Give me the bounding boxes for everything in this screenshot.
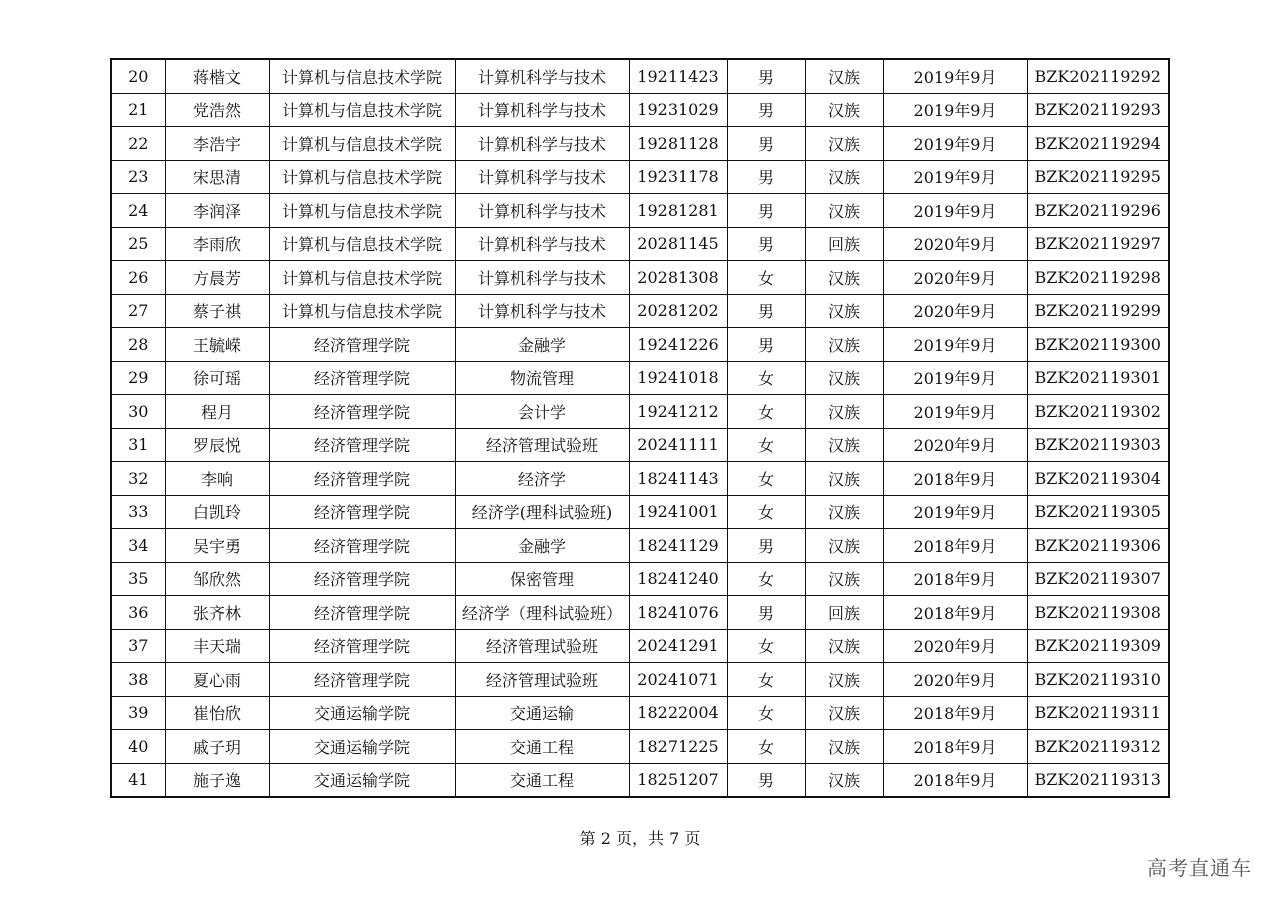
student-id-cell: 20241291 [629,629,727,663]
major-cell: 交通运输 [455,696,629,730]
student-id-cell: 18251207 [629,763,727,797]
student-id-cell: 19231029 [629,93,727,127]
certificate-cell: BZK202119293 [1027,93,1169,127]
certificate-cell: BZK202119298 [1027,261,1169,295]
ethnicity-cell: 回族 [805,596,883,630]
major-cell: 计算机科学与技术 [455,127,629,161]
name-cell: 党浩然 [165,93,269,127]
student-id-cell: 18241143 [629,462,727,496]
table-row [111,294,1169,328]
seq-cell: 24 [111,194,165,228]
seq-cell: 31 [111,428,165,462]
major-cell: 经济学(理科试验班) [455,495,629,529]
name-cell: 徐可瑶 [165,361,269,395]
college-cell: 交通运输学院 [269,763,455,797]
certificate-cell: BZK202119295 [1027,160,1169,194]
major-cell: 经济管理试验班 [455,428,629,462]
major-cell: 计算机科学与技术 [455,227,629,261]
college-cell: 计算机与信息技术学院 [269,93,455,127]
ethnicity-cell: 汉族 [805,93,883,127]
table-row [111,428,1169,462]
certificate-cell: BZK202119312 [1027,730,1169,764]
certificate-cell: BZK202119296 [1027,194,1169,228]
enrollment-cell: 2018年9月 [883,696,1027,730]
certificate-cell: BZK202119300 [1027,328,1169,362]
student-id-cell: 18271225 [629,730,727,764]
student-id-cell: 18241129 [629,529,727,563]
certificate-cell: BZK202119306 [1027,529,1169,563]
gender-cell: 男 [727,763,805,797]
enrollment-cell: 2019年9月 [883,395,1027,429]
name-cell: 吴宇勇 [165,529,269,563]
enrollment-cell: 2019年9月 [883,127,1027,161]
major-cell: 计算机科学与技术 [455,93,629,127]
certificate-cell: BZK202119305 [1027,495,1169,529]
name-cell: 李雨欣 [165,227,269,261]
table-row [111,562,1169,596]
college-cell: 计算机与信息技术学院 [269,59,455,93]
college-cell: 经济管理学院 [269,529,455,563]
ethnicity-cell: 汉族 [805,730,883,764]
gender-cell: 男 [727,227,805,261]
college-cell: 经济管理学院 [269,663,455,697]
seq-cell: 40 [111,730,165,764]
table-row [111,495,1169,529]
seq-cell: 39 [111,696,165,730]
name-cell: 邹欣然 [165,562,269,596]
table-row [111,261,1169,295]
gender-cell: 女 [727,629,805,663]
major-cell: 计算机科学与技术 [455,261,629,295]
enrollment-cell: 2020年9月 [883,629,1027,663]
student-id-cell: 20281145 [629,227,727,261]
college-cell: 经济管理学院 [269,596,455,630]
name-cell: 戚子玥 [165,730,269,764]
major-cell: 经济学 [455,462,629,496]
certificate-cell: BZK202119302 [1027,395,1169,429]
major-cell: 经济学（理科试验班） [455,596,629,630]
major-cell: 计算机科学与技术 [455,194,629,228]
enrollment-cell: 2018年9月 [883,730,1027,764]
college-cell: 计算机与信息技术学院 [269,227,455,261]
enrollment-cell: 2018年9月 [883,562,1027,596]
major-cell: 交通工程 [455,763,629,797]
student-id-cell: 18241240 [629,562,727,596]
ethnicity-cell: 汉族 [805,328,883,362]
certificate-cell: BZK202119311 [1027,696,1169,730]
major-cell: 金融学 [455,529,629,563]
table-row [111,529,1169,563]
table-row [111,395,1169,429]
ethnicity-cell: 汉族 [805,428,883,462]
enrollment-cell: 2018年9月 [883,763,1027,797]
ethnicity-cell: 汉族 [805,361,883,395]
college-cell: 经济管理学院 [269,361,455,395]
gender-cell: 男 [727,160,805,194]
seq-cell: 25 [111,227,165,261]
enrollment-cell: 2019年9月 [883,194,1027,228]
enrollment-cell: 2018年9月 [883,596,1027,630]
ethnicity-cell: 汉族 [805,160,883,194]
gender-cell: 女 [727,495,805,529]
major-cell: 物流管理 [455,361,629,395]
gender-cell: 男 [727,194,805,228]
student-id-cell: 19281128 [629,127,727,161]
ethnicity-cell: 汉族 [805,261,883,295]
student-id-cell: 19241018 [629,361,727,395]
student-id-cell: 20281308 [629,261,727,295]
gender-cell: 男 [727,529,805,563]
certificate-cell: BZK202119299 [1027,294,1169,328]
enrollment-cell: 2020年9月 [883,663,1027,697]
seq-cell: 38 [111,663,165,697]
gender-cell: 女 [727,261,805,295]
gender-cell: 女 [727,562,805,596]
enrollment-cell: 2020年9月 [883,428,1027,462]
table-row [111,596,1169,630]
table-row [111,93,1169,127]
college-cell: 计算机与信息技术学院 [269,160,455,194]
table-row [111,361,1169,395]
college-cell: 经济管理学院 [269,629,455,663]
name-cell: 罗辰悦 [165,428,269,462]
major-cell: 金融学 [455,328,629,362]
student-id-cell: 20241111 [629,428,727,462]
gender-cell: 男 [727,93,805,127]
certificate-cell: BZK202119307 [1027,562,1169,596]
table-row [111,160,1169,194]
college-cell: 计算机与信息技术学院 [269,127,455,161]
gender-cell: 男 [727,294,805,328]
certificate-cell: BZK202119310 [1027,663,1169,697]
table-row [111,194,1169,228]
name-cell: 丰天瑞 [165,629,269,663]
student-id-cell: 19211423 [629,59,727,93]
ethnicity-cell: 汉族 [805,294,883,328]
college-cell: 计算机与信息技术学院 [269,261,455,295]
ethnicity-cell: 汉族 [805,495,883,529]
page-number: 第 2 页，共 7 页 [579,829,701,848]
ethnicity-cell: 汉族 [805,562,883,596]
ethnicity-cell: 汉族 [805,763,883,797]
college-cell: 经济管理学院 [269,328,455,362]
name-cell: 白凯玲 [165,495,269,529]
seq-cell: 30 [111,395,165,429]
college-cell: 经济管理学院 [269,562,455,596]
major-cell: 会计学 [455,395,629,429]
ethnicity-cell: 汉族 [805,395,883,429]
college-cell: 计算机与信息技术学院 [269,294,455,328]
major-cell: 经济管理试验班 [455,663,629,697]
enrollment-cell: 2019年9月 [883,495,1027,529]
college-cell: 经济管理学院 [269,462,455,496]
seq-cell: 26 [111,261,165,295]
name-cell: 蒋楷文 [165,59,269,93]
table-body [111,59,1169,797]
ethnicity-cell: 汉族 [805,462,883,496]
seq-cell: 28 [111,328,165,362]
student-id-cell: 19241226 [629,328,727,362]
seq-cell: 33 [111,495,165,529]
certificate-cell: BZK202119292 [1027,59,1169,93]
seq-cell: 32 [111,462,165,496]
seq-cell: 35 [111,562,165,596]
gender-cell: 女 [727,696,805,730]
name-cell: 李润泽 [165,194,269,228]
name-cell: 王毓嵘 [165,328,269,362]
name-cell: 程月 [165,395,269,429]
table-row [111,127,1169,161]
enrollment-cell: 2019年9月 [883,328,1027,362]
student-id-cell: 19241212 [629,395,727,429]
seq-cell: 36 [111,596,165,630]
student-id-cell: 19231178 [629,160,727,194]
seq-cell: 29 [111,361,165,395]
seq-cell: 23 [111,160,165,194]
ethnicity-cell: 汉族 [805,696,883,730]
certificate-cell: BZK202119303 [1027,428,1169,462]
certificate-cell: BZK202119294 [1027,127,1169,161]
gender-cell: 男 [727,127,805,161]
seq-cell: 27 [111,294,165,328]
enrollment-cell: 2018年9月 [883,529,1027,563]
ethnicity-cell: 汉族 [805,59,883,93]
enrollment-cell: 2019年9月 [883,59,1027,93]
gender-cell: 男 [727,328,805,362]
college-cell: 经济管理学院 [269,395,455,429]
college-cell: 交通运输学院 [269,696,455,730]
certificate-cell: BZK202119309 [1027,629,1169,663]
student-id-cell: 19281281 [629,194,727,228]
gender-cell: 女 [727,730,805,764]
certificate-cell: BZK202119304 [1027,462,1169,496]
table-row [111,763,1169,797]
table-row [111,227,1169,261]
ethnicity-cell: 汉族 [805,194,883,228]
student-id-cell: 18241076 [629,596,727,630]
seq-cell: 37 [111,629,165,663]
enrollment-cell: 2020年9月 [883,227,1027,261]
ethnicity-cell: 汉族 [805,629,883,663]
major-cell: 计算机科学与技术 [455,160,629,194]
enrollment-cell: 2019年9月 [883,93,1027,127]
gender-cell: 女 [727,462,805,496]
certificate-cell: BZK202119297 [1027,227,1169,261]
watermark: 高考直通车 [1147,856,1252,880]
gender-cell: 女 [727,428,805,462]
name-cell: 施子逸 [165,763,269,797]
name-cell: 方晨芳 [165,261,269,295]
major-cell: 经济管理试验班 [455,629,629,663]
gender-cell: 男 [727,59,805,93]
student-id-cell: 20281202 [629,294,727,328]
student-id-cell: 20241071 [629,663,727,697]
enrollment-cell: 2018年9月 [883,462,1027,496]
college-cell: 经济管理学院 [269,428,455,462]
table-row [111,730,1169,764]
name-cell: 蔡子祺 [165,294,269,328]
major-cell: 保密管理 [455,562,629,596]
seq-cell: 20 [111,59,165,93]
ethnicity-cell: 回族 [805,227,883,261]
name-cell: 宋思清 [165,160,269,194]
enrollment-cell: 2020年9月 [883,261,1027,295]
table-row [111,629,1169,663]
certificate-cell: BZK202119308 [1027,596,1169,630]
ethnicity-cell: 汉族 [805,663,883,697]
gender-cell: 女 [727,395,805,429]
seq-cell: 21 [111,93,165,127]
seq-cell: 34 [111,529,165,563]
name-cell: 李响 [165,462,269,496]
student-id-cell: 18222004 [629,696,727,730]
college-cell: 交通运输学院 [269,730,455,764]
table-row [111,59,1169,93]
enrollment-cell: 2019年9月 [883,160,1027,194]
enrollment-cell: 2020年9月 [883,294,1027,328]
certificate-cell: BZK202119301 [1027,361,1169,395]
major-cell: 计算机科学与技术 [455,59,629,93]
name-cell: 夏心雨 [165,663,269,697]
seq-cell: 22 [111,127,165,161]
name-cell: 张齐林 [165,596,269,630]
table-row [111,462,1169,496]
college-cell: 经济管理学院 [269,495,455,529]
table-row [111,663,1169,697]
enrollment-cell: 2019年9月 [883,361,1027,395]
certificate-cell: BZK202119313 [1027,763,1169,797]
name-cell: 李浩宇 [165,127,269,161]
student-roster-table [110,58,1170,798]
name-cell: 崔怡欣 [165,696,269,730]
ethnicity-cell: 汉族 [805,127,883,161]
college-cell: 计算机与信息技术学院 [269,194,455,228]
gender-cell: 女 [727,663,805,697]
ethnicity-cell: 汉族 [805,529,883,563]
gender-cell: 女 [727,361,805,395]
table-row [111,328,1169,362]
major-cell: 计算机科学与技术 [455,294,629,328]
seq-cell: 41 [111,763,165,797]
student-id-cell: 19241001 [629,495,727,529]
major-cell: 交通工程 [455,730,629,764]
table-row [111,696,1169,730]
gender-cell: 男 [727,596,805,630]
